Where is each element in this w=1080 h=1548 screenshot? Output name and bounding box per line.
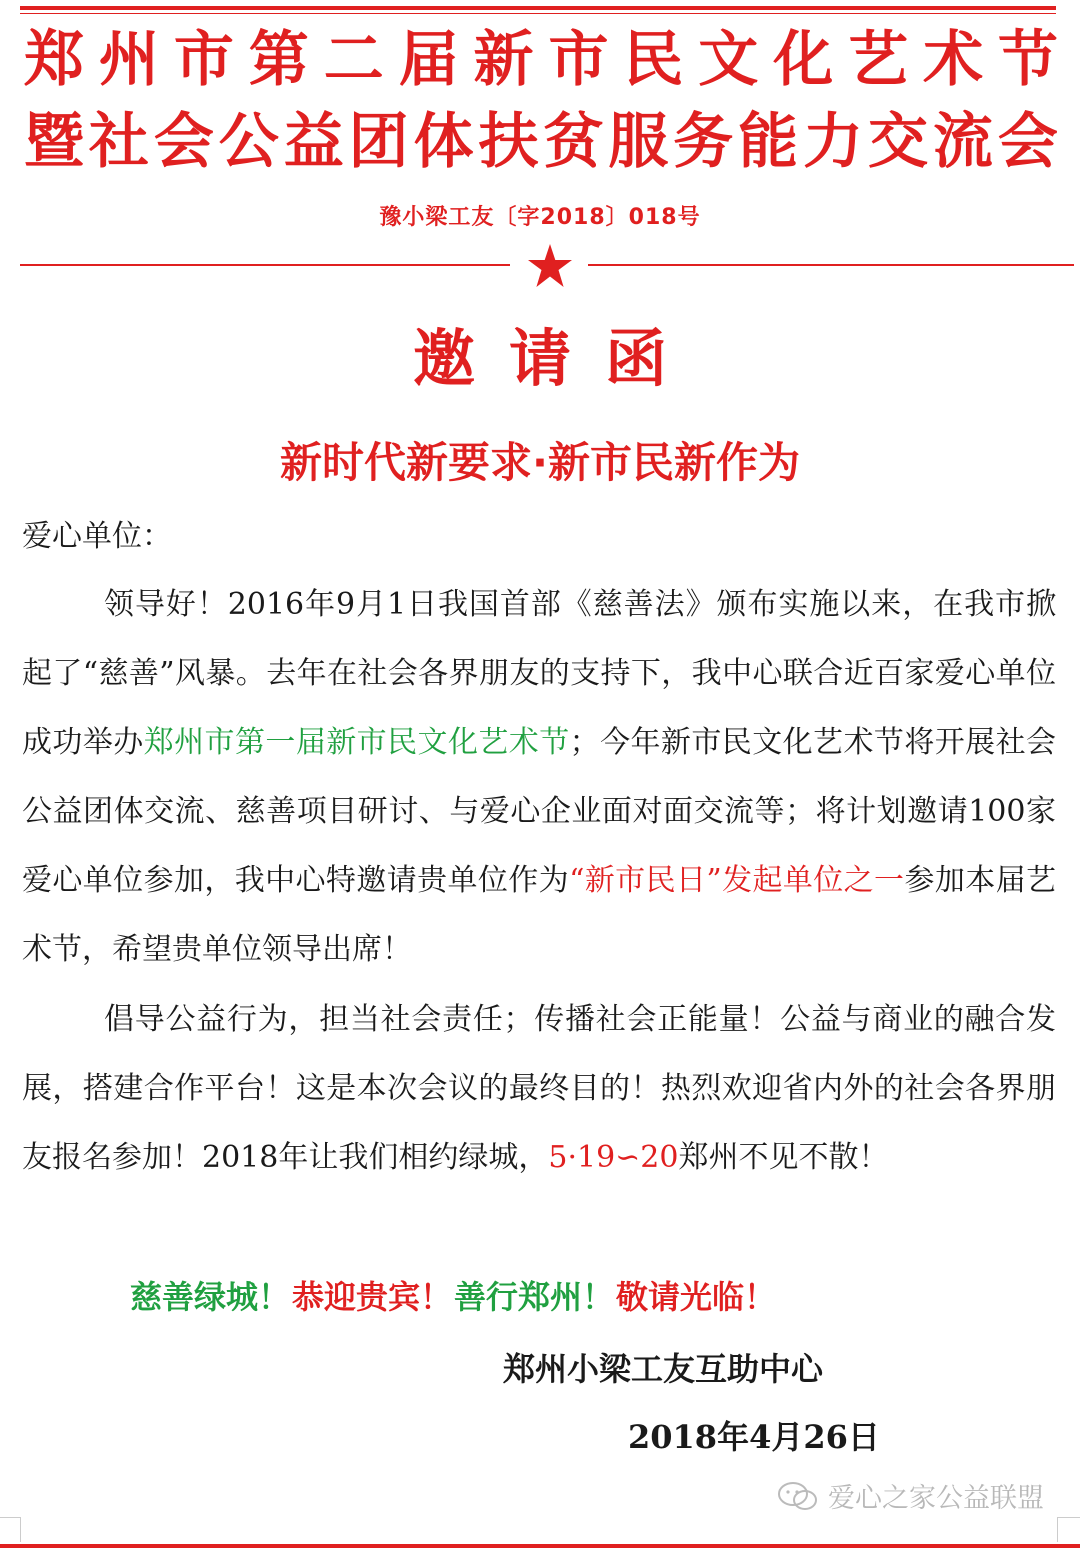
closing-slogan-3: 善行郑州！ xyxy=(454,1278,615,1316)
paragraph-1-part-3: 参加本届艺术节，希望贵单位领导出席！ xyxy=(22,863,1057,967)
document-title: 邀请函 xyxy=(412,322,701,395)
header-char: 文 xyxy=(698,25,759,95)
issue-date: 2018年4月26日 xyxy=(628,1418,880,1456)
signature: 郑州小梁工友互助中心 xyxy=(503,1350,824,1388)
header-line-2 xyxy=(24,107,1058,177)
top-border-thin xyxy=(20,13,1056,14)
closing-slogan-2: 恭迎贵宾！ xyxy=(292,1278,453,1316)
wechat-icon xyxy=(776,1480,820,1512)
document-number: 豫小梁工友〔字2018〕018号 xyxy=(379,205,701,230)
header-char: 能 xyxy=(738,107,799,177)
divider-right xyxy=(588,264,1074,266)
header-char: 流 xyxy=(932,107,993,177)
paragraph-1-part-1: 领导好！2016年9月1日我国首部《慈善法》颁布实施以来，在我市掀起了“慈善”风暴。去年在社会各界朋友的支持下，我中心联合近百家爱心单位成功举办 xyxy=(22,587,1056,760)
header-char: 市 xyxy=(548,25,609,95)
header-char: 贫 xyxy=(543,107,604,177)
event-date-highlight: 5·19∽20 xyxy=(548,1140,679,1175)
header-char: 力 xyxy=(803,107,864,177)
paragraph-1 xyxy=(22,570,1056,984)
header-char: 服 xyxy=(608,107,669,177)
header-char: 务 xyxy=(673,107,734,177)
header-char: 会 xyxy=(997,107,1058,177)
header-char: 市 xyxy=(173,25,234,95)
event-name-highlight: 郑州市第一届新市民文化艺术节 xyxy=(143,725,570,760)
header-char: 郑 xyxy=(24,25,84,95)
closing-slogan-1: 慈善绿城！ xyxy=(130,1278,291,1316)
closing-slogans xyxy=(130,1272,778,1322)
header-char: 团 xyxy=(348,107,409,177)
header-line-1 xyxy=(24,25,1058,95)
header-char: 艺 xyxy=(848,25,909,95)
top-border-thick xyxy=(20,6,1056,10)
paragraph-2 xyxy=(22,985,1056,1192)
page-corner-left xyxy=(0,1517,21,1542)
header-char: 体 xyxy=(413,107,474,177)
header-char: 新 xyxy=(473,25,534,95)
header-char: 社 xyxy=(88,107,149,177)
new-citizen-day-highlight: “新市民日”发起单位之一 xyxy=(569,863,905,898)
page-corner-right xyxy=(1057,1517,1080,1542)
divider-left xyxy=(20,264,510,266)
closing-slogan-4: 敬请光临！ xyxy=(616,1278,777,1316)
paragraph-1-part-2: ；今年新市民文化艺术节将开展社会公益团体交流、慈善项目研讨、与爱心企业面对面交流等；将计划邀请100家爱心单位参加，我中心特邀请贵单位作为 xyxy=(22,725,1057,898)
watermark xyxy=(776,1476,1044,1515)
header-char: 州 xyxy=(98,25,159,95)
header-char: 第 xyxy=(248,25,309,95)
header-char: 届 xyxy=(398,25,459,95)
header-char: 交 xyxy=(867,107,928,177)
header-char: 扶 xyxy=(478,107,539,177)
salutation: 爱心单位： xyxy=(22,519,172,554)
header-char: 民 xyxy=(623,25,684,95)
header-char: 化 xyxy=(773,25,834,95)
paragraph-2-part-1: 倡导公益行为，担当社会责任；传播社会正能量！公益与商业的融合发展，搭建合作平台！这是本次会议的最终目的！热烈欢迎省内外的社会各界朋友报名参加！2018年让我们相约绿城， xyxy=(22,1002,1056,1175)
header-char: 公 xyxy=(218,107,279,177)
paragraph-2-part-2: 郑州不见不散！ xyxy=(678,1140,889,1175)
header-char: 暨 xyxy=(24,107,84,177)
header-char: 节 xyxy=(997,25,1058,95)
watermark-text: 爱心之家公益联盟 xyxy=(828,1483,1044,1514)
header-char: 会 xyxy=(153,107,214,177)
header-char: 术 xyxy=(923,25,984,95)
slogan: 新时代新要求·新市民新作为 xyxy=(280,438,800,487)
header-char: 二 xyxy=(323,25,384,95)
star-icon xyxy=(527,243,573,289)
bottom-border xyxy=(0,1544,1080,1548)
header-char: 益 xyxy=(283,107,344,177)
